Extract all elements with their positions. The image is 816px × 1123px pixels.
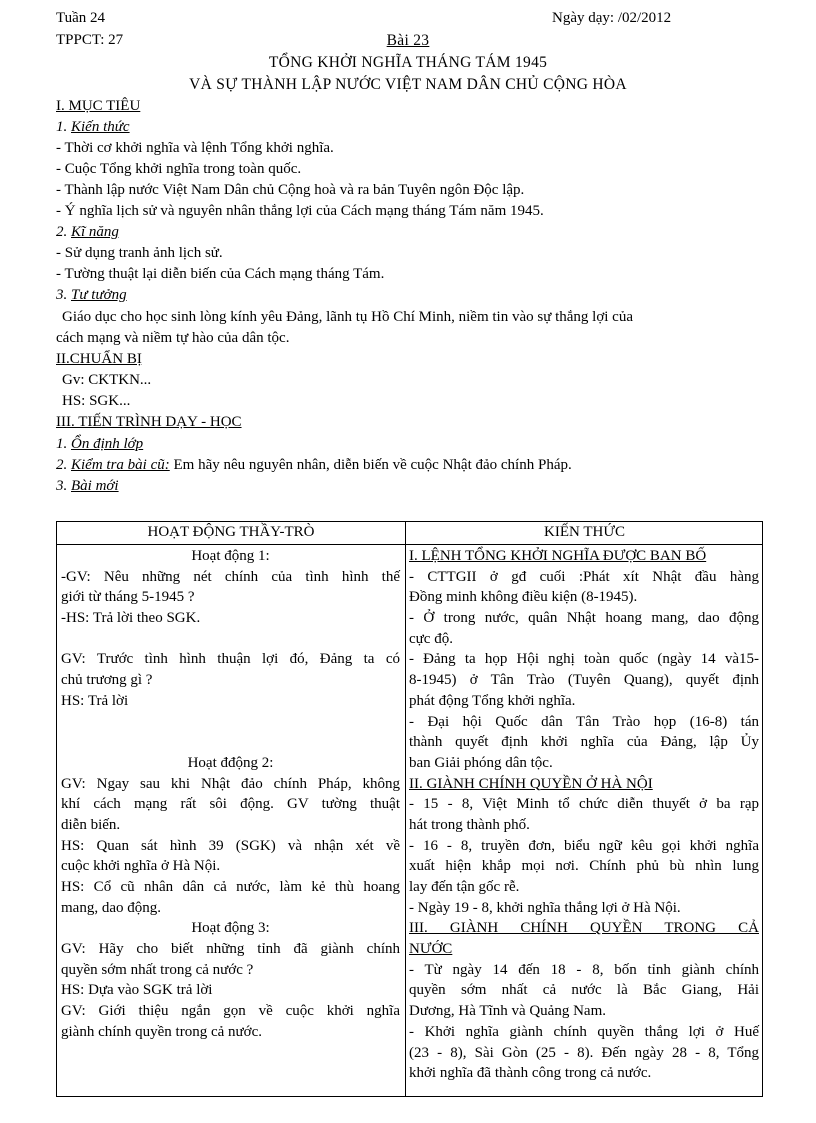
table-header-knowledge: KIẾN THỨC: [544, 524, 625, 540]
knowledge-column: [409, 546, 759, 1084]
knowledge-line: - Đảng ta họp Hội nghị toàn quốc (ngày 14 và15-: [409, 651, 759, 668]
week-label: Tuần 24: [56, 10, 106, 26]
knowledge-line: lay đến tận gốc rễ.: [409, 879, 520, 895]
knowledge-line: II. GIÀNH CHÍNH QUYỀN Ở HÀ NỘI: [409, 775, 653, 792]
knowledge-item: - Cuộc Tổng khởi nghĩa trong toàn quốc.: [56, 161, 302, 177]
knowledge-item: - Ý nghĩa lịch sử và nguyên nhân thắng lợi của Cách mạng tháng Tám năm 1945.: [56, 203, 544, 219]
preparation-item: Gv: CKTKN...: [62, 372, 152, 388]
step1-text: Ổn định lớp: [71, 436, 144, 452]
procedure-heading: III. TIẾN TRÌNH DẠY - HỌC: [56, 414, 242, 430]
step1-num: 1.: [56, 436, 68, 452]
activity-line: [61, 629, 400, 650]
activity-line: HS: Trả lời: [61, 692, 129, 709]
knowledge-line: Dương, Hà Tĩnh và Quảng Nam.: [409, 1003, 606, 1020]
attitude-heading-num: 3.: [56, 287, 68, 303]
step2-question: Em hãy nêu nguyên nhân, diễn biến về cuộc Nhật đảo chính Pháp.: [169, 457, 572, 473]
activity-line: diễn biến.: [61, 816, 121, 833]
knowledge-line: xuất hiện khắp mọi nơi. Chính phủ bù nhìn lung: [409, 858, 759, 875]
skills-heading: [56, 224, 119, 241]
step3-num: 3.: [56, 478, 68, 494]
knowledge-line: - Đại hội Quốc dân Tân Trào họp (16-8) tán: [409, 713, 759, 730]
activity-line: HS: Dựa vào SGK trả lời: [61, 982, 213, 999]
activity-line: HS: Quan sát hình 39 (SGK) và nhận xét về: [61, 837, 400, 854]
step-stabilize: [56, 436, 143, 453]
activity-line: khí cách mạng rất sôi động. GV tường thuật: [61, 796, 400, 813]
activity-line: Hoạt động 3:: [191, 920, 270, 937]
activity-line: GV: Trước tình hình thuận lợi đó, Đảng ta có: [61, 651, 400, 668]
knowledge-line: Đồng minh không điều kiện (8-1945).: [409, 589, 638, 606]
knowledge-line: phát động Tổng khởi nghĩa.: [409, 692, 576, 709]
activity-line: quyền sớm nhất trong cả nước ?: [61, 961, 254, 978]
knowledge-line: ban Giải phóng dân tộc.: [409, 754, 553, 771]
knowledge-line: - Ngày 19 - 8, khởi nghĩa thắng lợi ở Hà Nội.: [409, 899, 681, 916]
step3-text: Bài mới: [71, 478, 119, 494]
lesson-table: [56, 521, 763, 1097]
activity-line: chủ trương gì ?: [61, 672, 153, 689]
activity-line: [61, 712, 400, 733]
skills-item: - Sử dụng tranh ảnh lịch sử.: [56, 245, 223, 261]
knowledge-line: - 16 - 8, truyền đơn, biểu ngữ kêu gọi khởi nghĩa: [409, 837, 759, 854]
knowledge-line: NƯỚC: [409, 941, 453, 958]
knowledge-line: III. GIÀNH CHÍNH QUYỀN TRONG CẢ: [409, 920, 759, 937]
knowledge-line: (23 - 8), Sài Gòn (25 - 8). Đến ngày 28 - 8, Tổng: [409, 1044, 759, 1061]
skills-item: - Tường thuật lại diễn biến của Cách mạng tháng Tám.: [56, 266, 385, 282]
activity-line: mang, dao động.: [61, 899, 161, 916]
knowledge-item: - Thời cơ khởi nghĩa và lệnh Tổng khởi nghĩa.: [56, 140, 334, 156]
attitude-text: Giáo dục cho học sinh lòng kính yêu Đảng, lãnh tụ Hồ Chí Minh, niềm tin vào sự thắng lợi của: [62, 309, 633, 325]
activity-line: -GV: Nêu những nét chính của tình hình thế: [61, 568, 400, 585]
knowledge-line: - CTTGII ở gđ cuối :Phát xít Nhật đầu hàng: [409, 568, 759, 585]
skills-heading-num: 2.: [56, 224, 68, 240]
step-new-lesson: [56, 478, 119, 495]
date-label: Ngày dạy: /02/2012: [552, 10, 672, 26]
knowledge-line: quyền sớm nhất cả nước là Bắc Giang, Hải: [409, 982, 759, 999]
knowledge-line: khởi nghĩa đã thành công trong cả nước.: [409, 1065, 652, 1082]
knowledge-item: - Thành lập nước Việt Nam Dân chủ Cộng hoà và ra bản Tuyên ngôn Độc lập.: [56, 182, 525, 198]
lesson-title-line1: TỔNG KHỞI NGHĨA THÁNG TÁM 1945: [268, 54, 548, 71]
activity-line: [61, 732, 400, 753]
table-header-activities: HOẠT ĐỘNG THẦY-TRÒ: [147, 524, 315, 540]
activity-line: giành chính quyền trong cả nước.: [61, 1023, 263, 1040]
knowledge-heading: [56, 119, 130, 136]
table-header-divider: [57, 544, 762, 545]
knowledge-line: - Ở trong nước, quân Nhật hoang mang, dao động: [409, 610, 759, 627]
activity-line: giới từ tháng 5-1945 ?: [61, 589, 195, 606]
activity-line: -HS: Trả lời theo SGK.: [61, 610, 201, 627]
lesson-number: Bài 23: [386, 32, 430, 49]
activities-column: [61, 546, 400, 1043]
step2-label: Kiểm tra bài cũ:: [71, 457, 170, 473]
attitude-text: cách mạng và niềm tự hào của dân tộc.: [56, 330, 290, 346]
preparation-item: HS: SGK...: [62, 393, 131, 409]
activity-line: HS: Cổ cũ nhân dân cả nước, làm kẻ thù hoang: [61, 879, 400, 895]
lesson-title-line2: VÀ SỰ THÀNH LẬP NƯỚC VIỆT NAM DÂN CHỦ CỘNG HÒA: [189, 76, 627, 93]
knowledge-heading-text: Kiến thức: [71, 119, 130, 135]
knowledge-line: - 15 - 8, Việt Minh tổ chức diễn thuyết ở ba rạp: [409, 796, 759, 813]
knowledge-line: I. LỆNH TỔNG KHỞI NGHĨA ĐƯỢC BAN BỐ: [409, 548, 707, 564]
knowledge-line: - Khởi nghĩa giành chính quyền thắng lợi ở Huế: [409, 1023, 759, 1040]
knowledge-line: hát trong thành phố.: [409, 816, 530, 833]
attitude-heading-text: Tư tưởng: [71, 287, 127, 303]
activity-line: GV: Giới thiệu ngắn gọn về cuộc khởi nghĩa: [61, 1003, 400, 1020]
preparation-heading: II.CHUẨN BỊ: [56, 351, 142, 367]
activity-line: cuộc khởi nghĩa ở Hà Nội.: [61, 858, 221, 875]
skills-heading-text: Kĩ năng: [71, 224, 119, 240]
attitude-heading: [56, 287, 127, 304]
period-label: TPPCT: 27: [56, 32, 124, 48]
knowledge-line: thành quyết định khởi nghĩa của Đảng, lập Ủy: [409, 734, 759, 751]
objectives-heading: I. MỤC TIÊU: [56, 98, 141, 114]
knowledge-line: 8-1945) ở Tân Trào (Tuyên Quang), quyết định: [409, 672, 759, 689]
step2-num: 2.: [56, 457, 68, 473]
knowledge-heading-num: 1.: [56, 119, 68, 135]
activity-line: GV: Ngay sau khi Nhật đảo chính Pháp, không: [61, 775, 400, 792]
activity-line: GV: Hãy cho biết những tỉnh đã giành chính: [61, 941, 400, 958]
activity-line: Hoạt động 1:: [191, 548, 270, 564]
table-column-divider: [405, 522, 406, 1096]
knowledge-line: - Từ ngày 14 đến 18 - 8, bốn tỉnh giành chính: [409, 961, 759, 978]
activity-line: Hoạt đđộng 2:: [187, 754, 274, 771]
step-review: [56, 457, 572, 474]
knowledge-line: cực độ.: [409, 630, 453, 647]
